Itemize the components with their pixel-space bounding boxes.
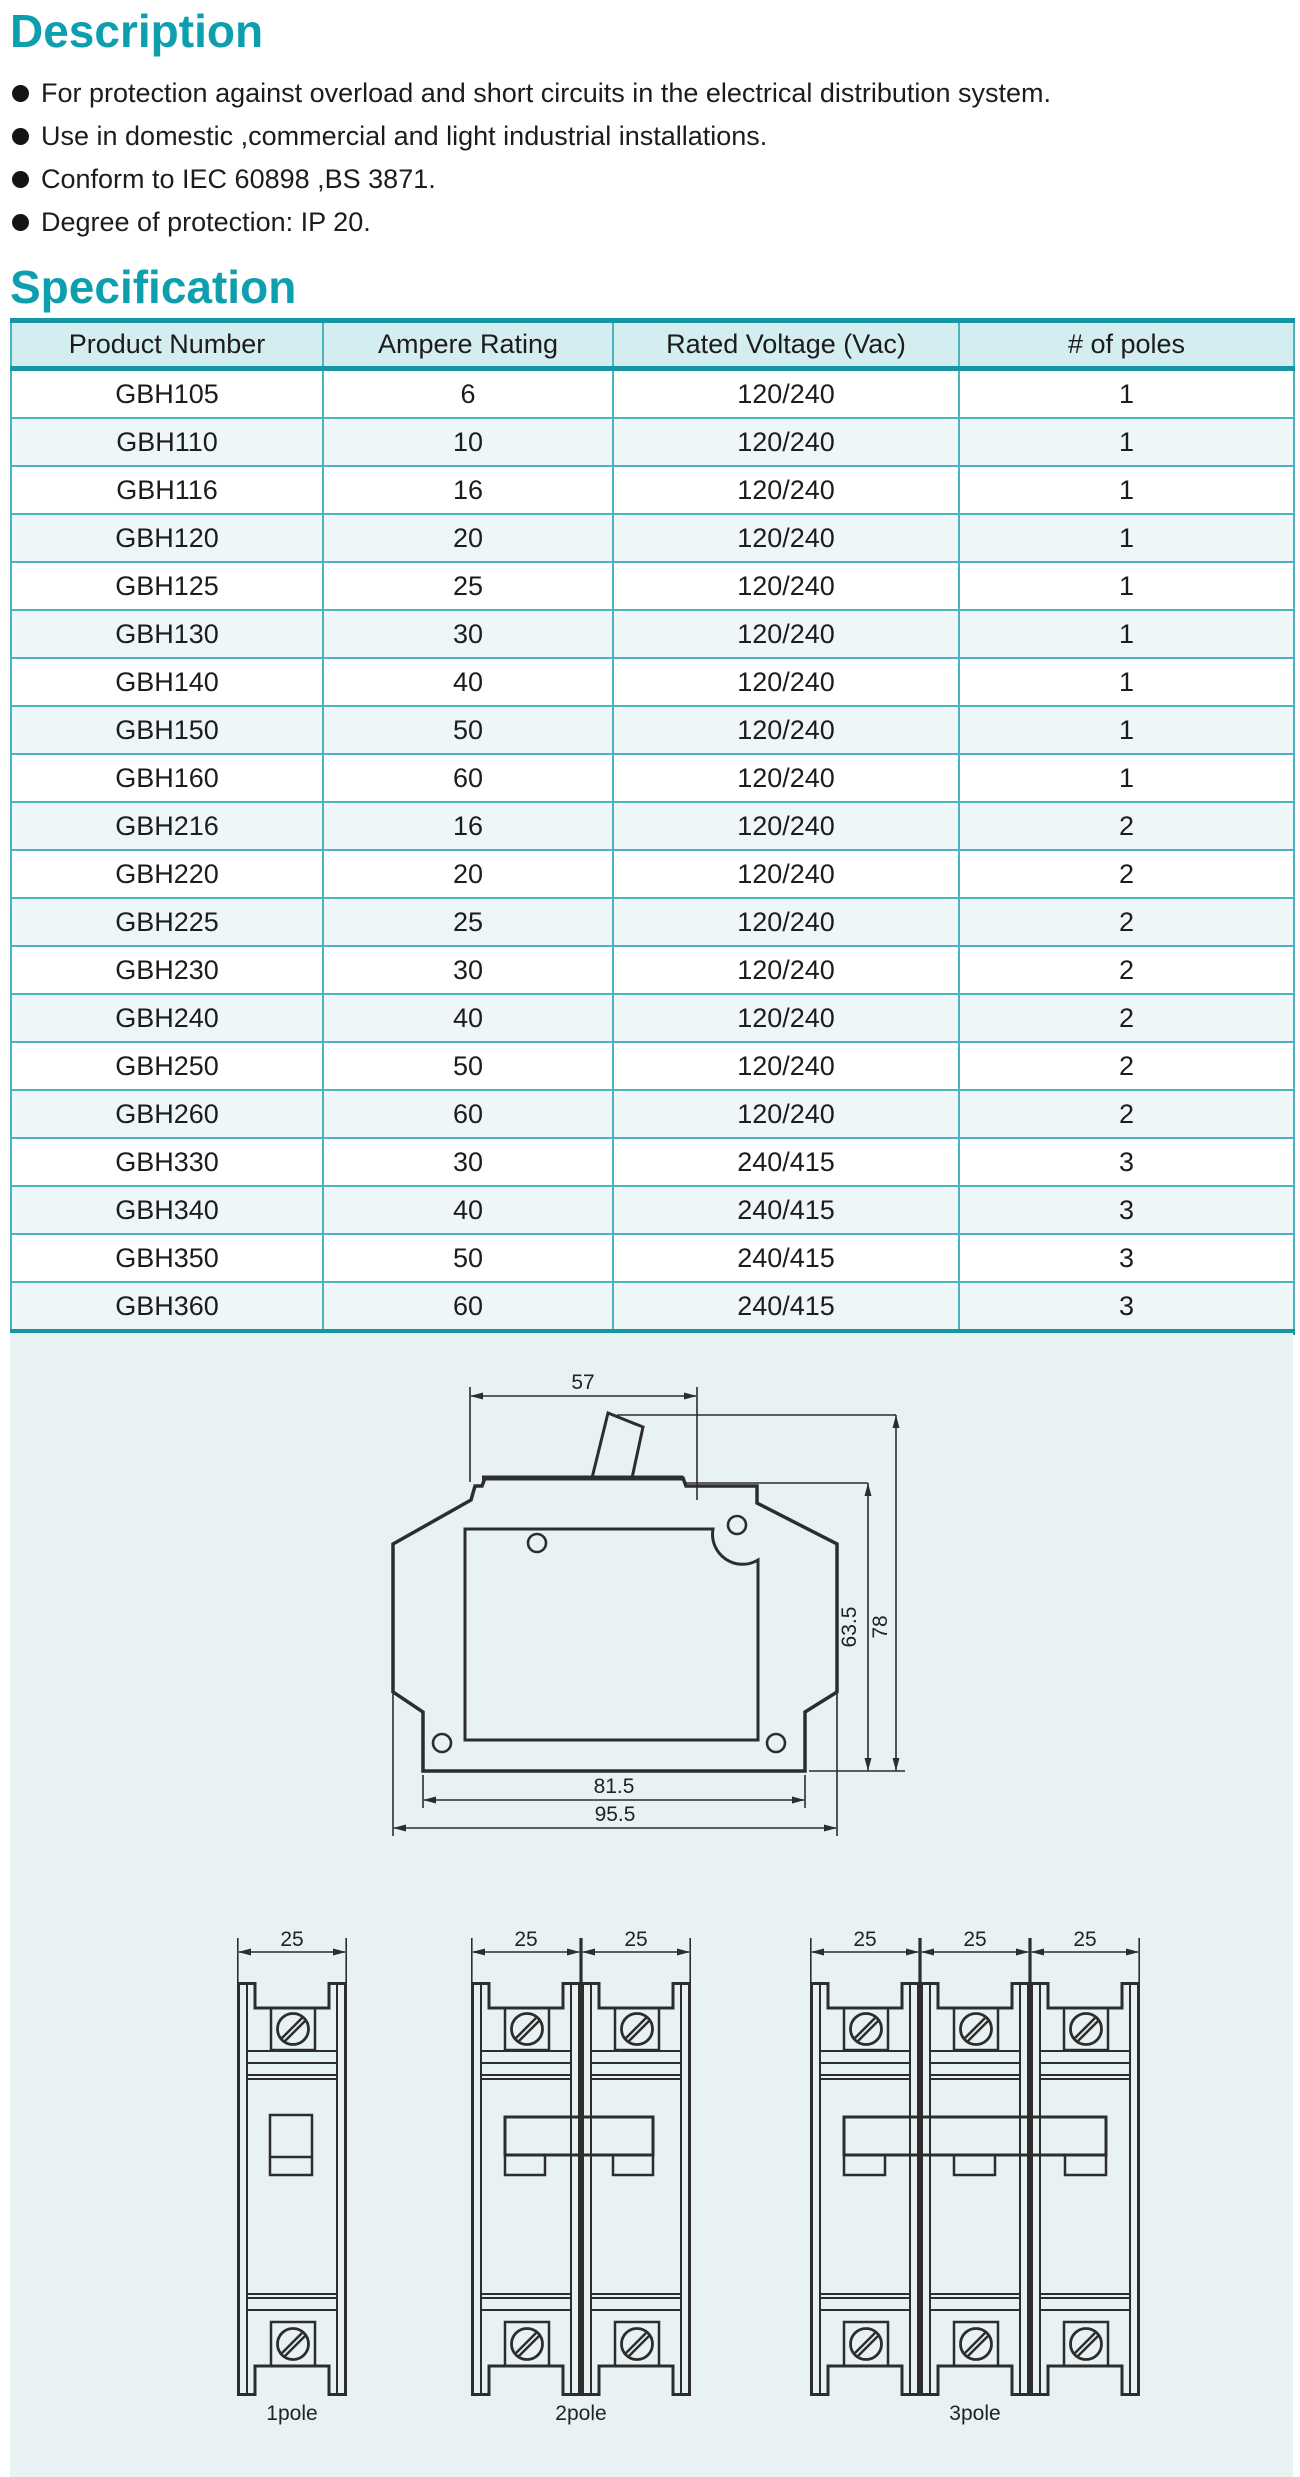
one-pole-side-view-drawing [237,1920,347,2396]
table-cell: 120/240 [613,898,959,946]
dim-label-78: 78 [869,1615,892,1639]
table-row [11,658,1294,706]
table-cell: 240/415 [613,1186,959,1234]
table-cell: 120/240 [613,418,959,466]
two-pole-side-view-drawing [471,1920,691,2396]
table-cell: 120/240 [613,1090,959,1138]
bullet-text: For protection against overload and short circuits in the electrical distribution system. [41,78,1051,108]
table-cell: GBH260 [115,1098,219,1129]
table-cell: 10 [323,418,613,466]
table-cell: GBH350 [115,1242,219,1273]
description-title: Description [10,5,264,57]
table-cell: 120/240 [613,994,959,1042]
table-cell: 60 [323,1282,613,1332]
dim-label-25: 25 [853,1928,877,1951]
table-cell: 20 [323,514,613,562]
pole-count-label: 1pole [266,2402,318,2425]
table-cell: 6 [323,369,613,419]
table-cell: 1 [959,754,1294,802]
table-cell: 30 [323,610,613,658]
table-cell: 3 [959,1186,1294,1234]
table-cell: 120/240 [613,946,959,994]
table-cell: 50 [323,1042,613,1090]
specification-title: Specification [10,261,297,313]
table-cell: 240/415 [613,1138,959,1186]
table-cell: GBH120 [115,522,219,553]
table-cell: 120/240 [613,850,959,898]
dim-label-25: 25 [963,1928,987,1951]
table-cell: 40 [323,658,613,706]
table-cell: 2 [959,1090,1294,1138]
table-cell: 30 [323,946,613,994]
table-row [11,706,1294,754]
table-cell: 120/240 [613,610,959,658]
table-cell: 30 [323,1138,613,1186]
bullet-dot-icon [12,171,29,188]
table-row [11,994,1294,1042]
table-cell: 3 [959,1282,1294,1332]
table-cell: GBH116 [116,474,218,505]
specification-table [10,318,1295,1335]
three-pole-side-view-drawing [810,1920,1140,2396]
table-cell: 16 [323,802,613,850]
table-cell: 240/415 [613,1234,959,1282]
table-cell: 120/240 [613,466,959,514]
pole-count-label: 2pole [555,2402,607,2425]
table-cell: GBH250 [115,1050,219,1081]
bullet-dot-icon [12,85,29,102]
table-row [11,850,1294,898]
dim-label-25: 25 [624,1928,648,1951]
dim-label-81-5: 81.5 [593,1775,635,1798]
table-cell: GBH130 [115,618,219,649]
table-row [11,1282,1294,1332]
table-cell: 3 [959,1138,1294,1186]
table-cell: 120/240 [613,706,959,754]
table-cell: 240/415 [613,1282,959,1332]
table-row [11,1138,1294,1186]
table-cell: GBH240 [115,1002,219,1033]
table-cell: GBH230 [115,954,219,985]
table-row [11,1234,1294,1282]
table-cell: 1 [959,514,1294,562]
table-cell: 16 [323,466,613,514]
table-header-row [11,321,1294,369]
table-row [11,802,1294,850]
description-bullet [12,201,1051,244]
table-cell: GBH220 [115,858,219,889]
table-cell: 25 [323,562,613,610]
table-row [11,466,1294,514]
table-cell: 40 [323,1186,613,1234]
bullet-text: Use in domestic ,commercial and light industrial installations. [41,121,768,151]
table-row [11,369,1294,419]
table-cell: 1 [959,706,1294,754]
pole-count-label: 3pole [949,2402,1001,2425]
table-cell: 120/240 [613,802,959,850]
table-cell: 60 [323,1090,613,1138]
table-cell: 2 [959,1042,1294,1090]
table-row [11,610,1294,658]
table-cell: GBH140 [115,666,219,697]
table-cell: GBH340 [115,1194,219,1225]
breaker-front-view-drawing [365,1360,910,1880]
table-cell: 1 [959,369,1294,419]
table-cell: 2 [959,994,1294,1042]
column-header-product-number: Product Number [11,321,323,369]
table-cell: GBH160 [115,762,219,793]
table-cell: 50 [323,706,613,754]
table-row [11,898,1294,946]
description-bullet [12,72,1051,115]
table-cell: 120/240 [613,754,959,802]
table-cell: 2 [959,898,1294,946]
table-cell: GBH150 [115,714,219,745]
table-cell: GBH330 [115,1146,219,1177]
table-cell: 120/240 [613,562,959,610]
table-cell: 1 [959,466,1294,514]
table-cell: 1 [959,562,1294,610]
column-header-rated-voltage: Rated Voltage (Vac) [613,321,959,369]
bullet-dot-icon [12,128,29,145]
table-cell: 1 [959,658,1294,706]
dim-label-57: 57 [571,1371,595,1394]
table-row [11,418,1294,466]
table-cell: 60 [323,754,613,802]
spec-table-body [11,369,1294,1333]
dim-label-63-5: 63.5 [838,1606,861,1648]
table-row [11,562,1294,610]
description-bullet [12,115,1051,158]
table-row [11,946,1294,994]
table-cell: GBH125 [115,570,219,601]
description-bullet [12,158,1051,201]
dim-label-25: 25 [514,1928,538,1951]
table-cell: 120/240 [613,658,959,706]
table-cell: 40 [323,994,613,1042]
table-cell: 50 [323,1234,613,1282]
table-cell: 1 [959,418,1294,466]
table-cell: 20 [323,850,613,898]
description-bullet-list [12,72,1051,244]
table-row [11,1042,1294,1090]
bullet-text: Degree of protection: IP 20. [41,207,371,237]
dim-label-25: 25 [280,1928,304,1951]
table-cell: GBH225 [115,906,219,937]
table-row [11,754,1294,802]
table-row [11,1186,1294,1234]
table-cell: 1 [959,610,1294,658]
bullet-dot-icon [12,214,29,231]
table-cell: 2 [959,946,1294,994]
table-cell: GBH360 [115,1290,219,1321]
table-cell: 120/240 [613,514,959,562]
table-cell: 2 [959,802,1294,850]
table-cell: GBH110 [116,426,218,457]
table-cell: 120/240 [613,369,959,419]
table-cell: GBH105 [115,378,219,409]
table-cell: 2 [959,850,1294,898]
table-row [11,1090,1294,1138]
dimension-drawings-panel [10,1333,1293,2477]
table-cell: GBH216 [115,810,219,841]
column-header-poles: # of poles [959,321,1294,369]
dim-label-25: 25 [1073,1928,1097,1951]
table-row [11,514,1294,562]
bullet-text: Conform to IEC 60898 ,BS 3871. [41,164,436,194]
table-cell: 3 [959,1234,1294,1282]
table-cell: 120/240 [613,1042,959,1090]
table-cell: 25 [323,898,613,946]
dim-label-95-5: 95.5 [594,1803,636,1826]
column-header-ampere-rating: Ampere Rating [323,321,613,369]
